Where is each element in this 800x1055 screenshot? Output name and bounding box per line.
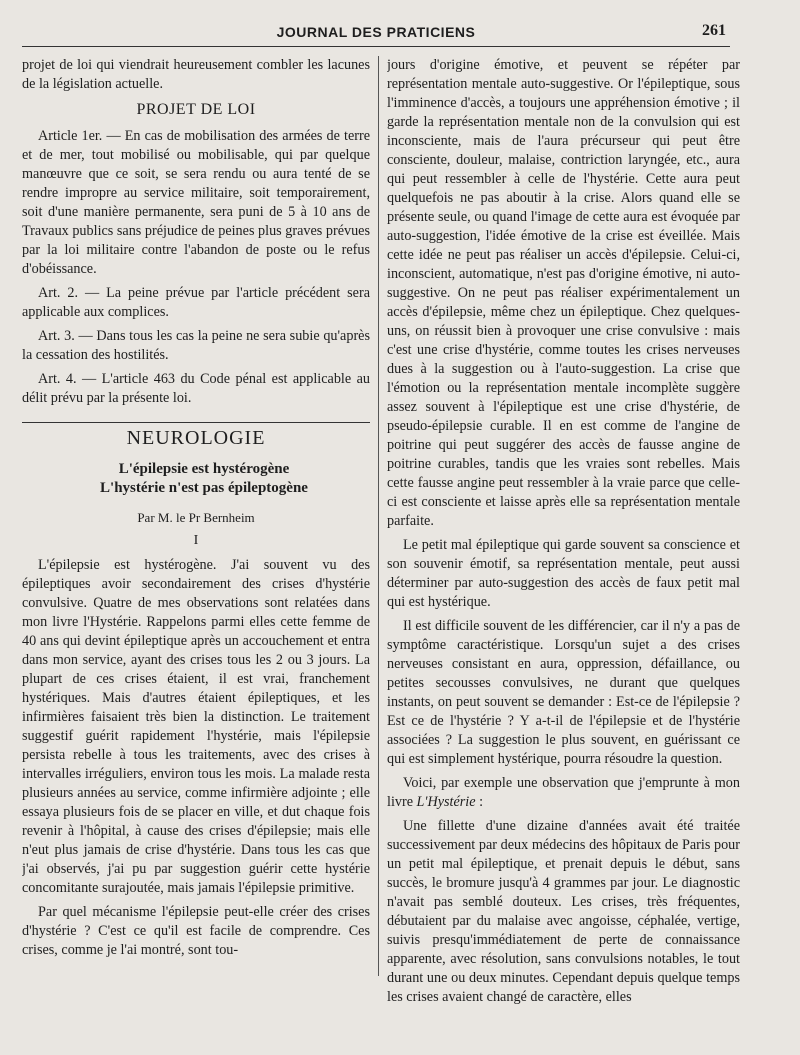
article-4: Art. 4. — L'article 463 du Code pénal est applicable au délit prévu par la présente loi.	[22, 371, 370, 406]
article-subtitle-2: L'hystérie n'est pas épileptogène	[100, 480, 308, 496]
article-subtitle-1: L'épilepsie est hystérogène	[118, 461, 290, 477]
right-paragraph-5: Une fillette d'une dizaine d'années avait été traitée successivement par deux médecins des hôpitaux de Paris pour un petit mal épileptique, et prenait depuis le début, sans succès, le bromure jusqu'à 4 grammes par jour. Le diagnostic n'avait pas semblé douteux. Les crises, très fréquentes, débutaient par du malaise avec angoisse, céphalée, vertige, suivis presqu'immédiatement de perte de connaissance apparente, avec résolution, sans convulsions notables, le tout durant une ou deux minutes. Cependant depuis quelque temps les crises avaient changé de caractère, elles	[387, 818, 740, 1005]
section-heading: NEUROLOGIE	[126, 427, 266, 449]
column-divider	[378, 56, 379, 976]
intro-paragraph: projet de loi qui viendrait heureusement combler les lacunes de la législation actuelle.	[22, 57, 370, 92]
roman-numeral: I	[193, 533, 199, 548]
right-paragraph-2: Le petit mal épileptique qui garde souvent sa conscience et son souvenir émotif, sa représentation mentale, peut aussi déterminer par auto-suggestion des accès de faux petit mal qui est hystérique.	[387, 537, 740, 610]
article-3: Art. 3. — Dans tous les cas la peine ne sera subie qu'après la cessation des hostilités.	[22, 328, 370, 363]
quote-colon: :	[475, 794, 484, 810]
article-2: Art. 2. — La peine prévue par l'article précédent sera applicable aux complices.	[22, 285, 370, 320]
journal-title: JOURNAL DES PRATICIENS	[276, 24, 476, 40]
right-paragraph-1: jours d'origine émotive, et peuvent se répéter par représentation mentale auto-suggestive. Or l'épileptique, sous l'imminence d'accès, a toujours une appréhension émotive ; il garde la représentation mentale non de la convulsion qui est inconsciente, mais de l'aura précurseur qui peut être consciente, douleur, malaise, contriction laryngée, etc., aura qui peut ressembler à celle de l'hystérie. Cette aura peut quelquefois ne pas aboutir à la crise. Alors quand elle se présente seule, ou quand l'image de cette aura est évoquée par auto-suggestion, l'idée émotive de la crise est éveillée. Mais cette idée ne peut pas réaliser un accès d'épilepsie. Celui-ci, inconscient, automatique, n'est pas d'origine émotive, ni auto-suggestive. On ne peut pas réaliser expérimentalement un accès d'épilepsie, même chez un épileptique. Chez quelques-uns, on réussit bien à provoquer une crise convulsive : mais c'est une crise d'hystérie, comme toutes les crises nerveuses dues à la suggestion ou à l'auto-suggestion. La crise que l'émotion ou la représentation mentale incomplète suggère assez souvent à l'épileptique est une crise d'hystérie, de pseudo-épilepsie curable. Il en est comme de l'angine de poitrine qui peut suggérer des accès de fausse angine de poitrine curables, tandis que les vraies sont rebelles. Mais cette fausse angine peut ressembler à la vraie parce que celle-ci est consciente et laisse après elle sa représentation mentale parfaite.	[387, 57, 740, 529]
quote-intro: Voici, par exemple une observation que j'emprunte à mon livre	[387, 775, 740, 810]
right-paragraph-3: Il est difficile souvent de les différencier, car il n'y a pas de symptôme caractéristique. Lorsqu'un sujet a des crises nerveuses consistant en aura, oppression, défaillance, ou petites secousses convulsives, ne durant que quelques instants, on peut souvent se demander : Est-ce de l'épilepsie ? Est ce de l'hystérie ? Y a-t-il de l'épilepsie et de l'hystérie associées ? La suggestion le plus souvent, en guérissant ce qui est simplement hystérique, pourra résoudre la question.	[387, 618, 740, 767]
right-column	[387, 56, 740, 1046]
book-title: L'Hystérie	[416, 794, 476, 810]
running-header	[22, 18, 730, 47]
article-1: Article 1er. — En cas de mobilisation des armées de terre et de mer, tout mobilisé ou mobilisable, qui par quelque manœuvre que ce soit, se sera rendu ou aura tenté de se rendre impropre au service militaire, soit temporairement, soit d'une manière permanente, sera puni de 5 à 10 ans de Travaux publics sans préjudice de peines plus graves prévues par la loi militaire contre l'abandon de poste ou le refus d'obéissance.	[22, 128, 370, 277]
page-number: 261	[702, 22, 726, 39]
body-paragraph-2: Par quel mécanisme l'épilepsie peut-elle créer des crises d'hystérie ? C'est ce qu'il est facile de comprendre. Ces crises, comme je l'ai montré, sont tou-	[22, 904, 370, 958]
body-paragraph-1: L'épilepsie est hystérogène. J'ai souvent vu des épileptiques avoir secondairement des crises d'hystérie convulsive. Quatre de mes observations sont relatées dans mon livre l'Hystérie. Rappelons parmi elles cette femme de 40 ans qui devint épileptique après un accouchement et entra dans mon service, ayant des crises tous les 2 ou 3 jours. La plupart de ces crises étaient, il est vrai, franchement hystériques. Mais d'autres étaient épileptiques, et les infirmières faisaient très bien la distinction. Le traitement suggestif guérit rapidement l'hystérie, mais l'épilepsie persista rebelle à tous les traitements, avec des crises à intervalles irréguliers, environ tous les mois. La malade resta plusieurs années au service, comme infirmière adjointe ; elle essaya plusieurs fois de se placer en ville, et dut chaque fois revenir à l'hôpital, à cause des crises d'épilepsie; mais elle n'eut plus jamais de crise d'hystérie. Dans tous les cas que j'ai observés, j'ai pu par suggestion guérir cette hystérie concomitante surajoutée, mais jamais l'épilepsie primitive.	[22, 557, 370, 896]
right-paragraph-4	[387, 774, 740, 812]
projet-heading: PROJET DE LOI	[136, 101, 256, 118]
section-rule	[22, 422, 370, 423]
author-line: Par M. le Pr Bernheim	[137, 510, 255, 525]
left-column	[22, 56, 370, 1046]
